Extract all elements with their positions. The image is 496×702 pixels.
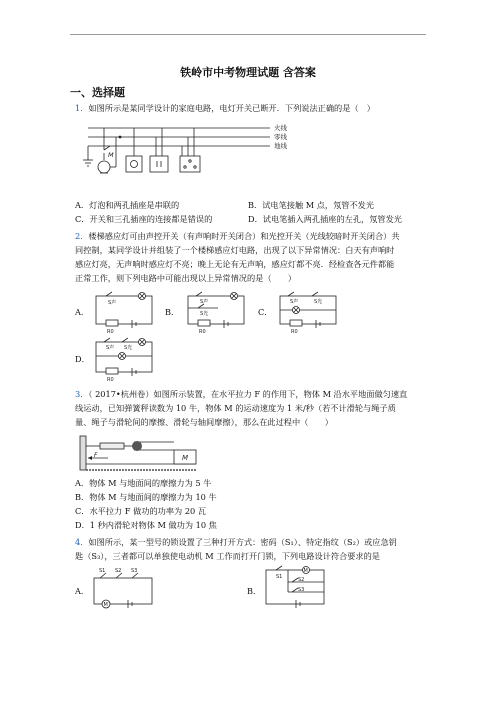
q3-option-c[interactable]: C．水平拉力 F 做功的功率为 20 瓦 — [75, 506, 207, 516]
header-rule — [70, 34, 426, 35]
svg-text:M: M — [103, 602, 108, 608]
q4-number: 4． — [75, 537, 89, 547]
section-heading: 一、选择题 — [70, 86, 125, 99]
q2-circuit-b — [184, 292, 254, 335]
q1-option-c[interactable]: C．开关和三孔插座的连接都是错误的 — [75, 214, 213, 224]
q1-option-d[interactable]: D．试电笔插入两孔插座的左孔，氖管发光 — [248, 214, 402, 224]
svg-text:R0: R0 — [107, 377, 114, 383]
svg-text:S1: S1 — [99, 568, 106, 574]
q3-stem-line-3: 量、绳子与滑轮间的摩擦、滑轮与轴间摩擦），那么在此过程中（ ） — [75, 417, 333, 427]
q3-option-b[interactable]: B．物体 M 与地面间的摩擦力为 10 牛 — [75, 492, 217, 502]
q2-option-a[interactable]: A． — [75, 307, 90, 317]
svg-text:S1: S1 — [276, 574, 283, 580]
svg-text:R0: R0 — [291, 329, 298, 335]
svg-text:S3: S3 — [131, 568, 138, 574]
q2-stem-line-1: 2．楼梯感应灯可由声控开关（有声响时开关闭合）和光控开关（光线较暗时开关闭合）共 — [75, 231, 400, 241]
q4-stem-line-1: 4．如图所示，某一型号的锁设置了三种打开方式：密码（S₁）、特定指纹（S₂）或应急钥 — [75, 537, 397, 547]
q3-option-d[interactable]: D．1 秒内滑轮对物体 M 做功为 10 焦 — [75, 520, 217, 530]
q4-stem-line-2: 匙（S₃），三者都可以单独使电动机 M 工作而打开门锁，下列电路设计符合要求的是 — [75, 551, 380, 561]
q2-stem-line-4: 正常工作，则下列电路中可能出现以上异常情况的是（ ） — [75, 273, 297, 283]
q2-circuit-d — [92, 338, 162, 382]
pulley-icon — [132, 441, 142, 451]
svg-text:S声: S声 — [106, 345, 115, 351]
wire-label-neutral: 零线 — [274, 133, 287, 141]
wire-label-ground: 地线 — [274, 142, 287, 150]
svg-text:S光: S光 — [124, 345, 133, 351]
q2-circuit-c — [276, 292, 346, 335]
q3-number: 3． — [75, 389, 89, 399]
svg-text:S2: S2 — [115, 568, 122, 574]
svg-text:S3: S3 — [298, 587, 305, 593]
q2-circuit-a — [92, 292, 162, 335]
q3-pulley-diagram — [78, 434, 218, 472]
q2-option-c[interactable]: C． — [258, 307, 273, 317]
wire-label-live: 火线 — [274, 124, 287, 132]
q1-option-a[interactable]: A．灯泡和两孔插座是串联的 — [75, 200, 180, 210]
page-title: 铁岭市中考物理试题 含答案 — [180, 66, 316, 79]
svg-text:R0: R0 — [107, 329, 114, 335]
q4-circuit-b — [262, 566, 332, 610]
q3-force-label: F — [94, 452, 98, 459]
q4-circuit-a — [90, 568, 160, 610]
svg-text:S声: S声 — [290, 299, 299, 305]
svg-text:S2: S2 — [298, 577, 305, 583]
q1-text: 如图所示是某同学设计的家庭电路，电灯开关已断开．下列说法正确的是（ ） — [88, 103, 375, 113]
svg-text:M: M — [303, 568, 308, 574]
q3-stem-line-1: 3．（ 2017•杭州卷）如图所示装置，在水平拉力 F 的作用下，物体 M 沿水平地面做匀速直 — [75, 389, 408, 399]
q2-number: 2． — [75, 231, 89, 241]
svg-text:R0: R0 — [199, 329, 206, 335]
q3-option-a[interactable]: A．物体 M 与地面间的摩擦力为 5 牛 — [75, 478, 212, 488]
q1-stem — [75, 101, 375, 115]
q2-option-d[interactable]: D． — [75, 354, 90, 364]
q3-stem-line-2: 线运动，已知弹簧秤读数为 10 牛，物体 M 的运动速度为 1 米/秒（若不计滑轮与绳子质 — [75, 403, 396, 413]
svg-text:S光: S光 — [200, 311, 209, 317]
q1-motor-label: M — [108, 151, 114, 159]
q4-option-a[interactable]: A． — [75, 586, 90, 596]
svg-text:S声: S声 — [200, 299, 209, 305]
q2-option-b[interactable]: B． — [165, 307, 180, 317]
q4-option-b[interactable]: B． — [247, 586, 262, 596]
q1-number: 1． — [75, 103, 89, 113]
point-m-marker — [119, 136, 122, 139]
q1-option-b[interactable]: B．试电笔接触 M 点，氖管不发光 — [248, 200, 375, 210]
svg-text:S光: S光 — [314, 299, 323, 305]
q3-block-label: M — [182, 454, 189, 462]
q1-house-circuit-diagram — [78, 120, 308, 192]
q2-stem-line-2: 同控制，某同学设计并组装了一个楼梯感应灯电路，出现了以下异常情况：白天有声响时 — [75, 245, 395, 255]
q2-stem-line-3: 感应灯亮，无声响时感应灯不亮；晚上无论有无声响，感应灯都不亮．经检查各元件都能 — [75, 259, 395, 269]
svg-text:S声: S声 — [108, 300, 117, 306]
